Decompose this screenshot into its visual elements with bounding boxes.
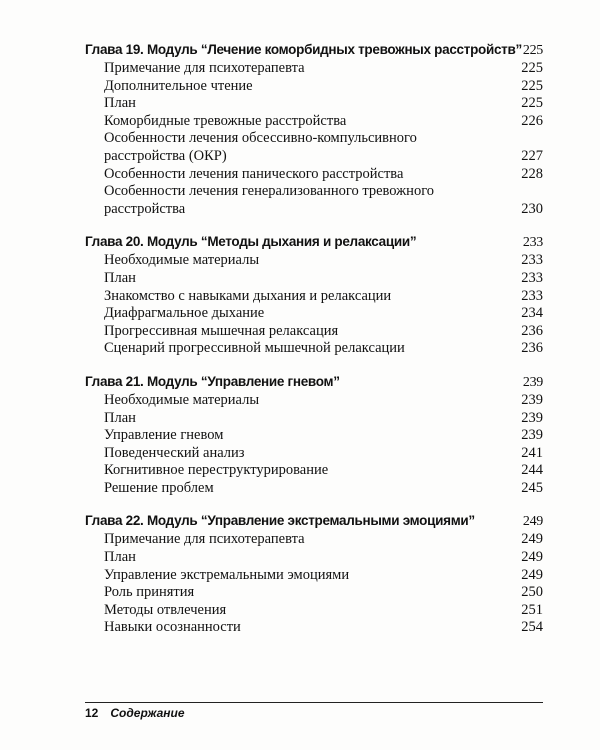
chapter-block xyxy=(85,511,543,637)
entry-page-number: 226 xyxy=(521,112,543,129)
toc-entry xyxy=(85,602,543,620)
entry-page-number: 244 xyxy=(521,462,543,479)
entry-title: План xyxy=(104,549,136,566)
toc-entry xyxy=(85,445,543,463)
toc-entry xyxy=(85,288,543,306)
entry-title: Особенности лечения обсессивно-компульсивного расстройства (ОКР) xyxy=(104,130,417,164)
toc-entry xyxy=(85,410,543,428)
chapter-block xyxy=(85,232,543,358)
entry-title: Сценарий прогрессивной мышечной релаксации xyxy=(104,340,405,357)
toc-entry xyxy=(85,130,543,165)
chapter-heading xyxy=(85,40,543,60)
chapter-page-number: 249 xyxy=(522,514,543,530)
footer-page-number: 12 xyxy=(85,706,99,720)
footer-divider xyxy=(85,702,543,703)
entry-page-number: 227 xyxy=(521,147,543,164)
entry-page-number: 225 xyxy=(521,95,543,112)
entry-page-number: 239 xyxy=(521,409,543,426)
entry-page-number: 254 xyxy=(521,619,543,636)
toc-entry xyxy=(85,549,543,567)
entry-title: Необходимые материалы xyxy=(104,252,260,269)
chapter-block xyxy=(85,372,543,498)
toc-entry xyxy=(85,619,543,637)
chapter-title: Глава 21. Модуль “Управление гневом” xyxy=(85,373,340,389)
entry-title: План xyxy=(104,95,136,112)
entry-page-number: 234 xyxy=(521,305,543,322)
chapter-page-number: 239 xyxy=(522,374,543,390)
entry-title: Поведенческий анализ xyxy=(104,444,245,461)
toc-entry xyxy=(85,392,543,410)
entry-page-number: 249 xyxy=(521,549,543,566)
entry-title: Знакомство с навыками дыхания и релаксации xyxy=(104,287,392,304)
entry-title: Необходимые материалы xyxy=(104,391,260,408)
toc-entry xyxy=(85,462,543,480)
table-of-contents xyxy=(85,40,543,651)
footer-section-title: Содержание xyxy=(110,706,185,720)
entry-title: Когнитивное переструктурирование xyxy=(104,462,329,479)
entry-page-number: 239 xyxy=(521,427,543,444)
chapter-title: Глава 22. Модуль “Управление экстремальными эмоциями” xyxy=(85,513,475,529)
entry-page-number: 225 xyxy=(521,77,543,94)
toc-entry xyxy=(85,427,543,445)
chapter-title: Глава 19. Модуль “Лечение коморбидных тревожных расстройств” xyxy=(85,42,522,57)
entry-title: Прогрессивная мышечная релаксация xyxy=(104,322,339,339)
chapter-heading xyxy=(85,372,543,392)
entry-page-number: 236 xyxy=(521,322,543,339)
toc-entry xyxy=(85,270,543,288)
entry-title: Управление экстремальными эмоциями xyxy=(104,566,350,583)
entry-page-number: 245 xyxy=(521,479,543,496)
entry-page-number: 233 xyxy=(521,269,543,286)
chapter-block xyxy=(85,40,543,218)
entry-page-number: 251 xyxy=(521,601,543,618)
toc-entry xyxy=(85,113,543,131)
chapter-heading xyxy=(85,232,543,252)
entry-page-number: 233 xyxy=(521,287,543,304)
toc-entry xyxy=(85,531,543,549)
entry-page-number: 249 xyxy=(521,531,543,548)
entry-title: Методы отвлечения xyxy=(104,601,227,618)
entry-title: Дополнительное чтение xyxy=(104,77,253,94)
entry-page-number: 250 xyxy=(521,584,543,601)
entry-page-number: 241 xyxy=(521,444,543,461)
entry-page-number: 236 xyxy=(521,340,543,357)
entry-page-number: 228 xyxy=(521,165,543,182)
toc-entry xyxy=(85,305,543,323)
toc-entry xyxy=(85,340,543,358)
entry-title: Особенности лечения генерализованного тревожного расстройства xyxy=(104,183,435,217)
toc-entry xyxy=(85,60,543,78)
toc-entry xyxy=(85,252,543,270)
entry-page-number: 225 xyxy=(521,60,543,76)
page-footer xyxy=(85,706,185,720)
entry-title: Примечание для психотерапевта xyxy=(104,60,305,76)
toc-entry xyxy=(85,480,543,498)
entry-page-number: 239 xyxy=(521,391,543,408)
chapter-page-number: 233 xyxy=(522,235,543,251)
chapter-title: Глава 20. Модуль “Методы дыхания и релаксации” xyxy=(85,234,417,250)
entry-title: Примечание для психотерапевта xyxy=(104,531,305,548)
entry-title: Коморбидные тревожные расстройства xyxy=(104,112,347,129)
chapter-heading xyxy=(85,511,543,531)
toc-entry xyxy=(85,95,543,113)
entry-page-number: 249 xyxy=(521,566,543,583)
toc-entry xyxy=(85,584,543,602)
toc-entry xyxy=(85,183,543,218)
toc-entry xyxy=(85,166,543,184)
entry-title: Роль принятия xyxy=(104,584,195,601)
toc-entry xyxy=(85,78,543,96)
entry-title: План xyxy=(104,409,136,426)
entry-title: Диафрагмальное дыхание xyxy=(104,305,265,322)
entry-page-number: 233 xyxy=(521,252,543,269)
entry-title: Решение проблем xyxy=(104,479,214,496)
chapter-page-number: 225 xyxy=(522,43,543,58)
entry-title: План xyxy=(104,269,136,286)
toc-entry xyxy=(85,323,543,341)
entry-page-number: 230 xyxy=(521,200,543,217)
entry-title: Навыки осознанности xyxy=(104,619,241,636)
entry-title: Особенности лечения панического расстройства xyxy=(104,165,404,182)
toc-entry xyxy=(85,567,543,585)
entry-title: Управление гневом xyxy=(104,427,224,444)
